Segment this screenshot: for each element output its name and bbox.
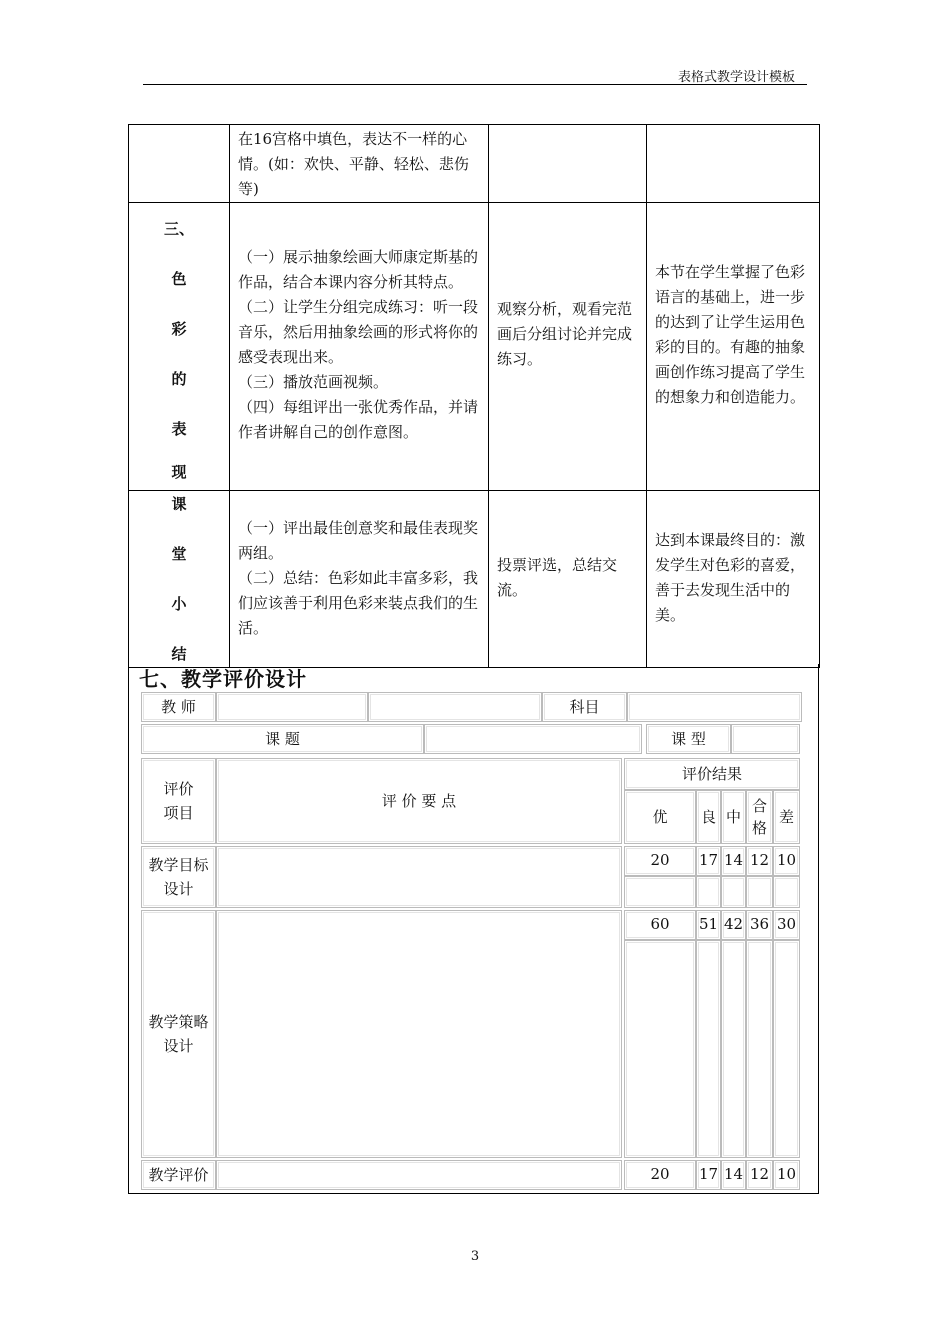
grade-header-text: 合格 bbox=[751, 797, 767, 837]
score-cell: 20 bbox=[624, 846, 696, 876]
score-cell: 14 bbox=[721, 1160, 746, 1190]
row-label bbox=[141, 846, 216, 908]
teacher-field bbox=[216, 692, 368, 722]
page-number: 3 bbox=[470, 1249, 480, 1264]
type-label: 课 型 bbox=[646, 724, 731, 754]
header-rule bbox=[143, 84, 807, 85]
stage-char: 课 bbox=[171, 495, 187, 513]
subject-field bbox=[627, 692, 802, 722]
section-heading-row bbox=[128, 664, 819, 691]
content-text: 在16宫格中填色，表达不一样的心情。(如：欢快、平静、轻松、悲伤等) bbox=[238, 130, 469, 198]
stage-char: 三、 bbox=[163, 219, 194, 238]
stage-title bbox=[129, 204, 229, 490]
stage-char: 结 bbox=[171, 645, 187, 663]
subject-label: 科目 bbox=[542, 692, 627, 722]
intent-cell bbox=[647, 125, 820, 203]
table-row bbox=[129, 491, 820, 668]
mark-cell bbox=[746, 940, 773, 1158]
intent-text: 本节在学生掌握了色彩语言的基础上，进一步的达到了让学生运用色彩的目的。有趣的抽象画创作练习提高了学生的想象力和创造能力。 bbox=[655, 263, 806, 406]
grade-header: 良 bbox=[696, 790, 721, 844]
stage-title bbox=[129, 491, 229, 667]
header-title: 表格式教学设计模板 bbox=[678, 70, 796, 85]
mark-cell bbox=[721, 876, 746, 908]
score-cell: 14 bbox=[721, 846, 746, 876]
row-label: 教学评价 bbox=[141, 1160, 216, 1190]
topic-field bbox=[424, 724, 642, 754]
student-text: 观察分析，观看完范画后分组讨论并完成练习。 bbox=[497, 300, 633, 368]
mark-cell bbox=[746, 876, 773, 908]
mark-cell bbox=[624, 876, 696, 908]
student-cell bbox=[489, 125, 647, 203]
stage-char: 的 bbox=[171, 369, 187, 388]
mark-cell bbox=[773, 940, 800, 1158]
row-points bbox=[216, 910, 622, 1158]
content-paragraph: （四）每组评出一张优秀作品，并请作者讲解自己的创作意图。 bbox=[238, 398, 479, 441]
content-cell bbox=[230, 203, 489, 491]
score-cell: 42 bbox=[721, 910, 746, 940]
row-points bbox=[216, 1160, 622, 1190]
intent-text: 达到本课最终目的：激发学生对色彩的喜爱，善于去发现生活中的美。 bbox=[655, 531, 806, 624]
content-cell bbox=[230, 125, 489, 203]
teacher-field-extra bbox=[368, 692, 542, 722]
topic-label: 课 题 bbox=[141, 724, 424, 754]
score-cell: 30 bbox=[773, 910, 800, 940]
score-cell: 20 bbox=[624, 1160, 696, 1190]
score-cell: 17 bbox=[696, 1160, 721, 1190]
score-cell: 12 bbox=[746, 1160, 773, 1190]
row-label-text: 教学策略设计 bbox=[148, 1013, 209, 1055]
points-label: 评 价 要 点 bbox=[216, 758, 622, 844]
lesson-table bbox=[128, 124, 820, 668]
item-label bbox=[141, 758, 216, 844]
mark-cell bbox=[696, 940, 721, 1158]
stage-char: 小 bbox=[171, 595, 187, 613]
score-cell: 60 bbox=[624, 910, 696, 940]
student-text: 投票评选，总结交流。 bbox=[497, 556, 618, 599]
content-paragraph: （三）播放范画视频。 bbox=[238, 373, 389, 391]
table-row bbox=[129, 203, 820, 491]
grade-header: 差 bbox=[773, 790, 800, 844]
stage-char: 堂 bbox=[171, 545, 187, 563]
stage-char: 色 bbox=[171, 269, 187, 288]
stage-cell bbox=[129, 125, 230, 203]
stage-char: 现 bbox=[171, 462, 187, 481]
score-cell: 17 bbox=[696, 846, 721, 876]
intent-cell bbox=[647, 491, 820, 668]
stage-cell bbox=[129, 203, 230, 491]
row-label bbox=[141, 910, 216, 1158]
grade-header bbox=[746, 790, 773, 844]
intent-cell bbox=[647, 203, 820, 491]
student-cell bbox=[489, 203, 647, 491]
content-paragraph: （一）展示抽象绘画大师康定斯基的作品，结合本课内容分析其特点。 bbox=[238, 248, 479, 291]
item-label-text: 评价项目 bbox=[163, 780, 194, 822]
content-paragraph: （一）评出最佳创意奖和最佳表现奖两组。 bbox=[238, 519, 479, 562]
content-paragraph: （二）总结：色彩如此丰富多彩，我们应该善于利用色彩来装点我们的生活。 bbox=[238, 569, 479, 637]
mark-cell bbox=[696, 876, 721, 908]
stage-char: 彩 bbox=[171, 319, 187, 338]
row-points bbox=[216, 846, 622, 908]
score-cell: 10 bbox=[773, 1160, 800, 1190]
section-title: 七、教学评价设计 bbox=[139, 667, 307, 691]
type-field bbox=[731, 724, 800, 754]
grade-header: 优 bbox=[624, 790, 696, 844]
score-cell: 36 bbox=[746, 910, 773, 940]
score-cell: 10 bbox=[773, 846, 800, 876]
row-label-text: 教学目标设计 bbox=[148, 856, 209, 898]
stage-char: 表 bbox=[171, 419, 187, 438]
score-cell: 51 bbox=[696, 910, 721, 940]
content-paragraph: （二）让学生分组完成练习：听一段音乐，然后用抽象绘画的形式将你的感受表现出来。 bbox=[238, 298, 479, 366]
content-cell bbox=[230, 491, 489, 668]
teacher-label: 教 师 bbox=[141, 692, 216, 722]
grade-header: 中 bbox=[721, 790, 746, 844]
table-row bbox=[129, 125, 820, 203]
mark-cell bbox=[721, 940, 746, 1158]
evaluation-table bbox=[128, 688, 819, 1194]
result-label: 评价结果 bbox=[624, 758, 800, 790]
student-cell bbox=[489, 491, 647, 668]
mark-cell bbox=[624, 940, 696, 1158]
score-cell: 12 bbox=[746, 846, 773, 876]
mark-cell bbox=[773, 876, 800, 908]
stage-cell bbox=[129, 491, 230, 668]
